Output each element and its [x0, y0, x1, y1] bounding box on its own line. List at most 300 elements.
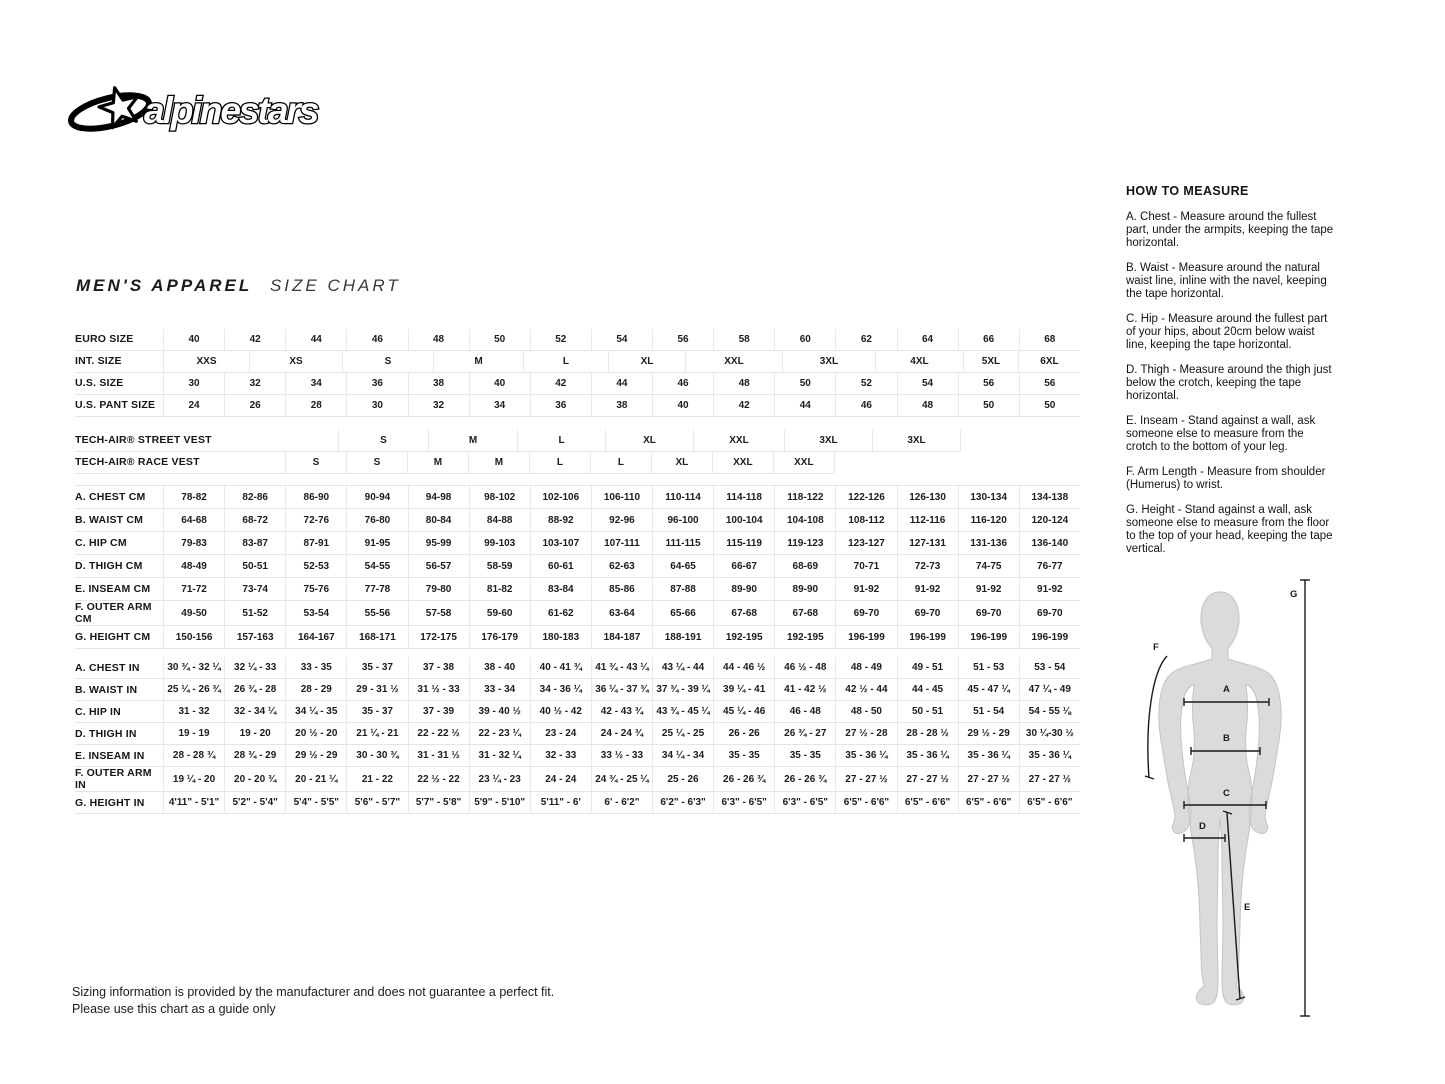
row-label: D. THIGH CM	[75, 555, 163, 578]
figure-label-d: D	[1199, 821, 1206, 832]
size-cell: 33 - 34	[469, 679, 530, 701]
row-values	[163, 701, 1080, 723]
size-cell: 72-73	[897, 555, 958, 578]
size-cell: XS	[249, 351, 342, 373]
size-cell: 26 - 26 ¾	[774, 767, 835, 792]
size-cell: 54-55	[346, 555, 407, 578]
size-cell: 3XL	[872, 430, 960, 452]
size-cell: 40	[163, 329, 224, 351]
size-cell: 34 ¼ - 35	[285, 701, 346, 723]
size-cell: XXL	[685, 351, 782, 373]
size-cell: 79-80	[408, 578, 469, 601]
row-label: TECH-AIR® RACE VEST	[75, 452, 163, 474]
size-cell: 50	[1019, 395, 1080, 417]
height-measure-line	[1300, 580, 1310, 1016]
size-cell: 188-191	[652, 626, 713, 649]
size-table-row	[75, 430, 1080, 452]
size-cell: 35 - 37	[346, 657, 407, 679]
row-values	[163, 767, 1080, 792]
size-cell: 50-51	[224, 555, 285, 578]
figure-label-c: C	[1223, 788, 1230, 799]
size-cell: 64	[897, 329, 958, 351]
size-cell: 104-108	[774, 509, 835, 532]
size-cell: 134-138	[1019, 486, 1080, 509]
size-cell: 5'9" - 5'10"	[469, 792, 530, 814]
measure-instruction-hip: C. Hip - Measure around the fullest part of your hips, about 20cm below waist line, keeping the tape horizontal.	[1126, 312, 1328, 351]
size-cell: 180-183	[530, 626, 591, 649]
size-cell: M	[433, 351, 523, 373]
size-cell: 4XL	[875, 351, 963, 373]
figure-label-b: B	[1223, 733, 1230, 744]
size-cell: 4'11" - 5'1"	[163, 792, 224, 814]
size-cell: L	[517, 430, 605, 452]
row-values	[163, 555, 1080, 578]
table-gap	[75, 474, 1080, 486]
size-cell: 26 ¾ - 27	[774, 723, 835, 745]
size-cell: 6'3" - 6'5"	[774, 792, 835, 814]
size-cell: 98-102	[469, 486, 530, 509]
size-cell: 28	[285, 395, 346, 417]
page-title-sub: SIZE CHART	[269, 276, 401, 295]
size-cell: 91-92	[835, 578, 896, 601]
size-cell: 110-114	[652, 486, 713, 509]
size-cell: 27 - 27 ½	[835, 767, 896, 792]
size-cell: 77-78	[346, 578, 407, 601]
size-cell: 42 ½ - 44	[835, 679, 896, 701]
row-label: U.S. PANT SIZE	[75, 395, 163, 417]
size-cell: 126-130	[897, 486, 958, 509]
size-cell: S	[342, 351, 433, 373]
empty-cell	[960, 430, 1080, 452]
size-cell: 80-84	[408, 509, 469, 532]
row-values	[163, 452, 1080, 474]
size-cell: 25 ¼ - 26 ¾	[163, 679, 224, 701]
size-table-row	[75, 578, 1080, 601]
size-cell: 40 ½ - 42	[530, 701, 591, 723]
size-cell: 72-76	[285, 509, 346, 532]
size-cell: 3XL	[782, 351, 875, 373]
how-to-measure-title: HOW TO MEASURE	[1126, 184, 1249, 198]
size-cell: 35 - 36 ¼	[1019, 745, 1080, 767]
row-values	[163, 657, 1080, 679]
size-cell: 64-68	[163, 509, 224, 532]
size-cell: 51 - 54	[958, 701, 1019, 723]
row-values	[163, 792, 1080, 814]
size-cell: 52-53	[285, 555, 346, 578]
size-cell: 57-58	[408, 601, 469, 626]
page-title-main: MEN'S APPAREL	[76, 276, 253, 295]
row-values	[163, 626, 1080, 649]
size-cell: 6'5" - 6'6"	[958, 792, 1019, 814]
size-cell: 26 - 26	[713, 723, 774, 745]
size-cell: 38	[591, 395, 652, 417]
size-cell: XXL	[693, 430, 784, 452]
size-cell: M	[407, 452, 468, 474]
row-values	[163, 601, 1080, 626]
body-diagram	[1128, 570, 1323, 1022]
size-cell: 196-199	[897, 626, 958, 649]
size-cell: 44 - 46 ½	[713, 657, 774, 679]
size-cell: 172-175	[408, 626, 469, 649]
size-table-row	[75, 657, 1080, 679]
size-cell: 24 - 24 ¾	[591, 723, 652, 745]
size-cell: S	[346, 452, 407, 474]
how-to-measure-panel	[1126, 184, 1336, 568]
size-cell: 88-92	[530, 509, 591, 532]
row-values	[163, 395, 1080, 417]
measure-instruction-chest: A. Chest - Measure around the fullest part, under the armpits, keeping the tape horizontal.	[1126, 211, 1334, 249]
size-cell: 34 ¼ - 34	[652, 745, 713, 767]
size-cell: 49-50	[163, 601, 224, 626]
size-cell: 31 - 31 ½	[408, 745, 469, 767]
size-cell: 66	[958, 329, 1019, 351]
size-cell: 50	[469, 329, 530, 351]
size-cell: 69-70	[958, 601, 1019, 626]
size-cell: 23 ¼ - 23	[469, 767, 530, 792]
row-label: A. CHEST CM	[75, 486, 163, 509]
size-table-row	[75, 532, 1080, 555]
size-cell: 43 ¼ - 44	[652, 657, 713, 679]
size-cell: 42 - 43 ¾	[591, 701, 652, 723]
size-cell: 25 ¼ - 25	[652, 723, 713, 745]
size-cell: 64-65	[652, 555, 713, 578]
size-cell: 73-74	[224, 578, 285, 601]
size-cell: 48	[408, 329, 469, 351]
size-cell: 32 ¼ - 33	[224, 657, 285, 679]
size-cell: 5XL	[963, 351, 1018, 373]
row-label: C. HIP CM	[75, 532, 163, 555]
size-cell: 192-195	[713, 626, 774, 649]
size-cell: 19 ¼ - 20	[163, 767, 224, 792]
size-cell: 102-106	[530, 486, 591, 509]
page-title	[76, 276, 401, 296]
size-cell: 59-60	[469, 601, 530, 626]
size-cell: 50	[958, 395, 1019, 417]
size-cell: 28 - 28 ½	[897, 723, 958, 745]
size-cell: 130-134	[958, 486, 1019, 509]
size-cell: 31 - 32 ¼	[469, 745, 530, 767]
size-cell: 76-80	[346, 509, 407, 532]
row-label: D. THIGH IN	[75, 723, 163, 745]
size-cell: 27 - 27 ½	[897, 767, 958, 792]
size-cell: 40	[469, 373, 530, 395]
size-cell: L	[590, 452, 651, 474]
size-table-row	[75, 792, 1080, 814]
row-values	[163, 723, 1080, 745]
figure-label-g: G	[1290, 589, 1298, 600]
size-cell: 196-199	[958, 626, 1019, 649]
measure-instruction-thigh: D. Thigh - Measure around the thigh just below the crotch, keeping the tape horizontal.	[1126, 363, 1332, 402]
size-cell: 100-104	[713, 509, 774, 532]
size-cell: 58-59	[469, 555, 530, 578]
size-cell: 78-82	[163, 486, 224, 509]
size-cell: 90-94	[346, 486, 407, 509]
size-table-row	[75, 723, 1080, 745]
size-cell: XL	[608, 351, 685, 373]
size-cell: 29 - 31 ½	[346, 679, 407, 701]
size-table-row	[75, 395, 1080, 417]
size-cell: 6XL	[1018, 351, 1080, 373]
size-cell: 54	[591, 329, 652, 351]
size-cell: 52	[530, 329, 591, 351]
size-cell: 118-122	[774, 486, 835, 509]
size-cell: 65-66	[652, 601, 713, 626]
size-cell: 41 - 42 ½	[774, 679, 835, 701]
row-label: TECH-AIR® STREET VEST	[75, 430, 163, 452]
row-label: F. OUTER ARM IN	[75, 767, 163, 792]
size-cell: 114-118	[713, 486, 774, 509]
size-cell: 58	[713, 329, 774, 351]
size-cell: 42	[713, 395, 774, 417]
size-cell: 45 - 47 ¼	[958, 679, 1019, 701]
row-values	[163, 351, 1080, 373]
size-cell: 79-83	[163, 532, 224, 555]
size-cell: L	[523, 351, 608, 373]
row-values	[163, 373, 1080, 395]
size-cell: 24	[163, 395, 224, 417]
size-cell: 38	[408, 373, 469, 395]
size-cell: 39 ¼ - 41	[713, 679, 774, 701]
size-cell: M	[468, 452, 529, 474]
measure-instruction-height: G. Height - Stand against a wall, ask someone else to measure from the floor to the top of your head, keeping the tape vertical.	[1126, 503, 1333, 555]
body-silhouette	[1159, 592, 1281, 1005]
size-cell: 81-82	[469, 578, 530, 601]
size-cell: 30 ¾ - 32 ¼	[163, 657, 224, 679]
size-cell: 25 - 26	[652, 767, 713, 792]
size-table-row	[75, 679, 1080, 701]
size-cell: 55-56	[346, 601, 407, 626]
size-cell: 51-52	[224, 601, 285, 626]
size-cell: 50	[774, 373, 835, 395]
size-cell: 68-69	[774, 555, 835, 578]
size-table-row	[75, 701, 1080, 723]
size-cell: 21 ¼ - 21	[346, 723, 407, 745]
size-cell: 37 - 38	[408, 657, 469, 679]
size-table-row	[75, 486, 1080, 509]
figure-label-a: A	[1223, 684, 1230, 695]
size-cell: 56	[1019, 373, 1080, 395]
size-cell: 87-91	[285, 532, 346, 555]
size-cell: 192-195	[774, 626, 835, 649]
figure-label-e: E	[1244, 902, 1251, 913]
table-gap	[75, 649, 1080, 657]
row-label: INT. SIZE	[75, 351, 163, 373]
size-cell: 35 - 37	[346, 701, 407, 723]
size-cell: 50 - 51	[897, 701, 958, 723]
size-cell: 176-179	[469, 626, 530, 649]
size-cell: 68	[1019, 329, 1080, 351]
size-cell: 99-103	[469, 532, 530, 555]
size-cell: 19 - 20	[224, 723, 285, 745]
size-cell: 51 - 53	[958, 657, 1019, 679]
size-cell: 40 - 41 ¾	[530, 657, 591, 679]
size-cell: 22 - 23 ¼	[469, 723, 530, 745]
size-cell: 56-57	[408, 555, 469, 578]
size-cell: 60-61	[530, 555, 591, 578]
measure-instruction-arm: F. Arm Length - Measure from shoulder (Humerus) to wrist.	[1126, 465, 1326, 491]
table-gap	[75, 417, 1080, 430]
size-cell: M	[428, 430, 517, 452]
size-cell: 46 ½ - 48	[774, 657, 835, 679]
size-cell: 74-75	[958, 555, 1019, 578]
size-cell: 62	[835, 329, 896, 351]
size-cell: 24 ¾ - 25 ¼	[591, 767, 652, 792]
alpinestars-logo-graphic	[68, 76, 333, 138]
size-cell: 40	[652, 395, 713, 417]
size-cell: 34	[469, 395, 530, 417]
size-cell: 30	[163, 373, 224, 395]
size-table-row	[75, 351, 1080, 373]
size-cell: 91-92	[897, 578, 958, 601]
alpinestars-logo	[68, 76, 333, 143]
row-label: E. INSEAM CM	[75, 578, 163, 601]
measure-instruction-inseam: E. Inseam - Stand against a wall, ask someone else to measure from the crotch to the bottom of your leg.	[1126, 414, 1316, 453]
size-cell: 47 ¼ - 49	[1019, 679, 1080, 701]
size-cell: 24 - 24	[530, 767, 591, 792]
row-values	[163, 509, 1080, 532]
size-cell: 36	[346, 373, 407, 395]
size-cell: XL	[651, 452, 712, 474]
size-cell: 26	[224, 395, 285, 417]
size-cell: 56	[958, 373, 1019, 395]
size-cell: 95-99	[408, 532, 469, 555]
size-cell: 108-112	[835, 509, 896, 532]
row-values	[163, 329, 1080, 351]
size-cell: 103-107	[530, 532, 591, 555]
size-cell: 33 ½ - 33	[591, 745, 652, 767]
size-cell: 23 - 24	[530, 723, 591, 745]
size-cell: 119-123	[774, 532, 835, 555]
size-cell: 27 ½ - 28	[835, 723, 896, 745]
size-cell: S	[338, 430, 428, 452]
disclaimer	[72, 984, 554, 1017]
size-cell: 44	[285, 329, 346, 351]
empty-cell	[834, 452, 1080, 474]
size-cell: 91-92	[958, 578, 1019, 601]
size-table-row	[75, 329, 1080, 351]
size-cell: 168-171	[346, 626, 407, 649]
row-label: A. CHEST IN	[75, 657, 163, 679]
size-table-row	[75, 626, 1080, 649]
size-cell: 5'7" - 5'8"	[408, 792, 469, 814]
size-cell: 61-62	[530, 601, 591, 626]
size-cell: 83-84	[530, 578, 591, 601]
size-cell: 89-90	[774, 578, 835, 601]
size-cell: 42	[530, 373, 591, 395]
size-cell: 20 - 21 ¼	[285, 767, 346, 792]
size-cell: 91-92	[1019, 578, 1080, 601]
size-cell: 20 - 20 ¾	[224, 767, 285, 792]
size-cell: 44 - 45	[897, 679, 958, 701]
size-cell: 46	[835, 395, 896, 417]
row-values	[163, 679, 1080, 701]
size-cell: 26 - 26 ¾	[713, 767, 774, 792]
size-cell: 56	[652, 329, 713, 351]
row-values	[163, 430, 1080, 452]
size-cell: 49 - 51	[897, 657, 958, 679]
size-cell: 71-72	[163, 578, 224, 601]
size-cell: 30 - 30 ¾	[346, 745, 407, 767]
size-cell: 5'4" - 5'5"	[285, 792, 346, 814]
size-cell: 83-87	[224, 532, 285, 555]
size-cell: 32	[224, 373, 285, 395]
row-label: F. OUTER ARM CM	[75, 601, 163, 626]
size-cell: 52	[835, 373, 896, 395]
size-cell: 54 - 55 ⅛	[1019, 701, 1080, 723]
size-cell: 116-120	[958, 509, 1019, 532]
size-cell: 115-119	[713, 532, 774, 555]
size-cell: XXS	[163, 351, 249, 373]
size-cell: 106-110	[591, 486, 652, 509]
size-cell: XXL	[773, 452, 834, 474]
size-cell: 35 - 36 ¼	[835, 745, 896, 767]
size-cell: 30	[346, 395, 407, 417]
size-table-row	[75, 745, 1080, 767]
row-label: U.S. SIZE	[75, 373, 163, 395]
size-cell: 92-96	[591, 509, 652, 532]
size-cell: 94-98	[408, 486, 469, 509]
size-cell: 48 - 49	[835, 657, 896, 679]
size-cell: 31 ½ - 33	[408, 679, 469, 701]
size-cell: 48	[897, 395, 958, 417]
size-cell: 34 - 36 ¼	[530, 679, 591, 701]
size-cell: 34	[285, 373, 346, 395]
size-cell: 67-68	[713, 601, 774, 626]
row-values	[163, 486, 1080, 509]
size-cell: 6'5" - 6'6"	[835, 792, 896, 814]
size-cell: 6'5" - 6'6"	[1019, 792, 1080, 814]
logo-wordmark: alpinestars	[144, 90, 318, 131]
size-cell: 63-64	[591, 601, 652, 626]
disclaimer-line-2: Please use this chart as a guide only	[72, 1001, 276, 1016]
size-cell: 150-156	[163, 626, 224, 649]
size-cell: 38 - 40	[469, 657, 530, 679]
size-cell: 68-72	[224, 509, 285, 532]
size-cell: 28 ¾ - 29	[224, 745, 285, 767]
size-cell: 39 - 40 ½	[469, 701, 530, 723]
size-cell: 89-90	[713, 578, 774, 601]
size-cell: 84-88	[469, 509, 530, 532]
row-values	[163, 745, 1080, 767]
size-cell: 85-86	[591, 578, 652, 601]
size-table-row	[75, 509, 1080, 532]
size-cell: 27 - 27 ½	[958, 767, 1019, 792]
size-cell: 82-86	[224, 486, 285, 509]
size-cell: 6' - 6'2"	[591, 792, 652, 814]
size-cell: 3XL	[784, 430, 872, 452]
size-cell: 6'2" - 6'3"	[652, 792, 713, 814]
size-cell: 31 - 32	[163, 701, 224, 723]
size-cell: 46	[652, 373, 713, 395]
size-cell: 196-199	[1019, 626, 1080, 649]
row-label: EURO SIZE	[75, 329, 163, 351]
size-cell: 131-136	[958, 532, 1019, 555]
size-cell: 157-163	[224, 626, 285, 649]
size-cell: 62-63	[591, 555, 652, 578]
size-table-row	[75, 601, 1080, 626]
size-cell: 5'2" - 5'4"	[224, 792, 285, 814]
row-label: G. HEIGHT CM	[75, 626, 163, 649]
size-cell: 53 - 54	[1019, 657, 1080, 679]
size-table	[75, 329, 1080, 814]
size-cell: 164-167	[285, 626, 346, 649]
size-cell: 35 - 36 ¼	[958, 745, 1019, 767]
size-cell: 37 - 39	[408, 701, 469, 723]
size-cell: 76-77	[1019, 555, 1080, 578]
size-cell: 53-54	[285, 601, 346, 626]
size-cell: 196-199	[835, 626, 896, 649]
size-cell: 28 - 28 ¾	[163, 745, 224, 767]
